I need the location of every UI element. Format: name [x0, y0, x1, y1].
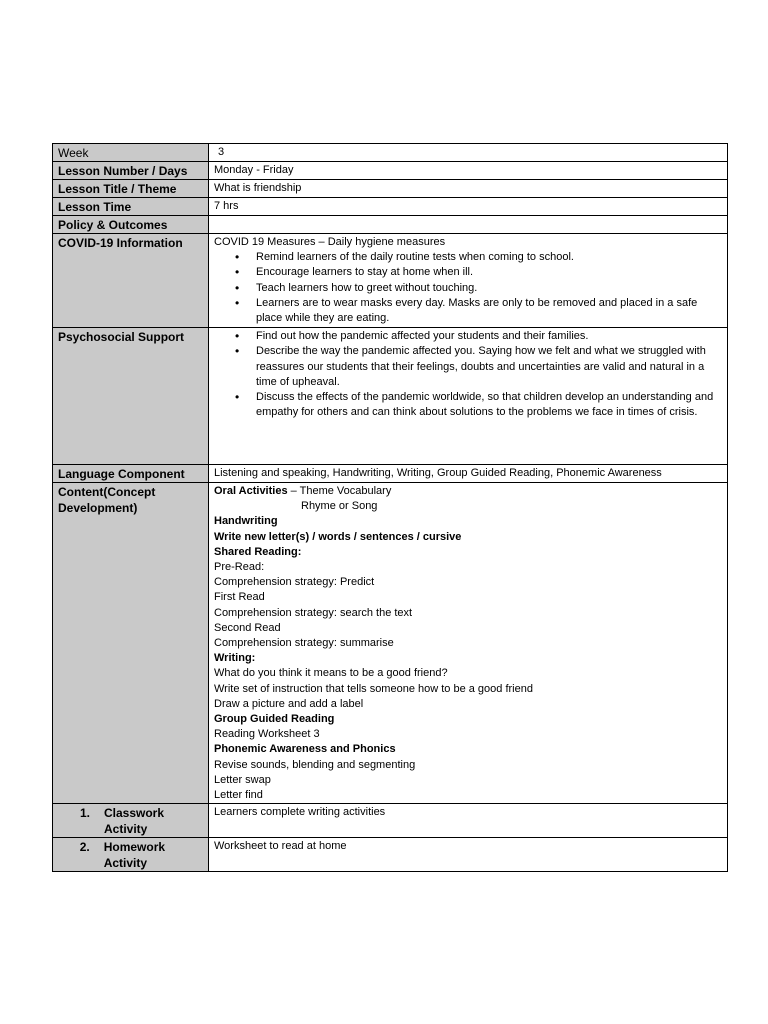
- label-language: Language Component: [53, 465, 209, 483]
- classwork-label: Classwork Activity: [104, 806, 165, 837]
- writing-heading: Writing:: [214, 652, 256, 665]
- row-lesson-time: [53, 198, 728, 216]
- label-covid: COVID-19 Information: [53, 234, 209, 328]
- bullet-item: • Remind learners of the daily routine tests when coming to school.: [256, 250, 723, 265]
- value-lesson-number: Monday - Friday: [209, 162, 728, 180]
- row-language: [53, 465, 728, 483]
- value-covid: [209, 234, 728, 328]
- label-psychosocial: Psychosocial Support: [53, 328, 209, 465]
- label-homework: [53, 838, 209, 872]
- bullet-item: • Learners are to wear masks every day. Masks are only to be removed and placed in a safe place while they are eating.: [256, 296, 723, 326]
- strategy-search: Comprehension strategy: search the text: [214, 606, 413, 619]
- shared-reading-heading: Shared Reading:: [214, 545, 302, 558]
- strategy-predict: Comprehension strategy: Predict: [214, 576, 375, 589]
- row-covid: [53, 234, 728, 328]
- writing-task-1: Write set of instruction that tells someone how to be a good friend: [214, 682, 533, 695]
- value-language: Listening and speaking, Handwriting, Writing, Group Guided Reading, Phonemic Awareness: [209, 465, 728, 483]
- row-psychosocial: [53, 328, 728, 465]
- oral-activities-text: – Theme Vocabulary: [287, 485, 392, 497]
- row-homework: [53, 838, 728, 872]
- strategy-summarise: Comprehension strategy: summarise: [214, 637, 394, 650]
- first-read: First Read: [214, 591, 265, 604]
- bullet-item: • Describe the way the pandemic affected you. Saying how we felt and what we struggled with reassures our students that their feelings, doubts and uncertainties are valid and natural in a time of upheaval.: [256, 344, 723, 390]
- homework-number: 2.: [79, 840, 90, 855]
- label-lesson-time: Lesson Time: [53, 198, 209, 216]
- label-classwork: [53, 804, 209, 838]
- writing-question: What do you think it means to be a good friend?: [214, 667, 448, 680]
- classwork-number: 1.: [79, 806, 90, 821]
- value-content: [209, 483, 728, 804]
- group-guided-reading-heading: Group Guided Reading: [214, 713, 335, 726]
- covid-intro: COVID 19 Measures – Daily hygiene measures: [214, 236, 446, 248]
- covid-bullets: [214, 250, 723, 326]
- oral-activities: [214, 484, 723, 499]
- row-classwork: [53, 804, 728, 838]
- row-policy: [53, 216, 728, 234]
- value-lesson-title: What is friendship: [209, 180, 728, 198]
- label-lesson-title: Lesson Title / Theme: [53, 180, 209, 198]
- value-classwork: Learners complete writing activities: [209, 804, 728, 838]
- value-homework: Worksheet to read at home: [209, 838, 728, 872]
- second-read: Second Read: [214, 621, 281, 634]
- bullet-item: • Encourage learners to stay at home when ill.: [256, 265, 723, 280]
- psychosocial-bullets: [214, 329, 723, 421]
- reading-worksheet: Reading Worksheet 3: [214, 728, 320, 741]
- row-lesson-number: [53, 162, 728, 180]
- label-content: Content(Concept Development): [53, 483, 209, 804]
- value-psychosocial: [209, 328, 728, 465]
- phonics-item-2: Letter swap: [214, 773, 271, 786]
- label-week: Week: [53, 144, 209, 162]
- oral-activities-heading: Oral Activities: [214, 485, 288, 497]
- pre-read: Pre-Read:: [214, 561, 265, 574]
- value-lesson-time: 7 hrs: [209, 198, 728, 216]
- bullet-item: • Find out how the pandemic affected your students and their families.: [256, 329, 723, 344]
- handwriting-task: Write new letter(s) / words / sentences / cursive: [214, 530, 462, 543]
- value-week: 3: [209, 144, 728, 162]
- phonics-item-1: Revise sounds, blending and segmenting: [214, 758, 416, 771]
- bullet-item: • Discuss the effects of the pandemic worldwide, so that children develop an understanding and empathy for others and can think about solutions to the problems we face in times of crisis.: [256, 390, 723, 421]
- bullet-item: • Teach learners how to greet without touching.: [256, 281, 723, 296]
- row-content: [53, 483, 728, 804]
- homework-label: Homework Activity: [103, 840, 166, 871]
- row-lesson-title: [53, 180, 728, 198]
- phonics-heading: Phonemic Awareness and Phonics: [214, 743, 396, 756]
- rhyme-or-song: Rhyme or Song: [301, 500, 378, 513]
- lesson-plan-table: [52, 143, 728, 872]
- row-week: [53, 144, 728, 162]
- handwriting-heading: Handwriting: [214, 515, 278, 528]
- phonics-item-3: Letter find: [214, 789, 263, 802]
- writing-task-2: Draw a picture and add a label: [214, 697, 364, 710]
- label-policy: Policy & Outcomes: [53, 216, 209, 234]
- value-policy: [209, 216, 728, 234]
- label-lesson-number: Lesson Number / Days: [53, 162, 209, 180]
